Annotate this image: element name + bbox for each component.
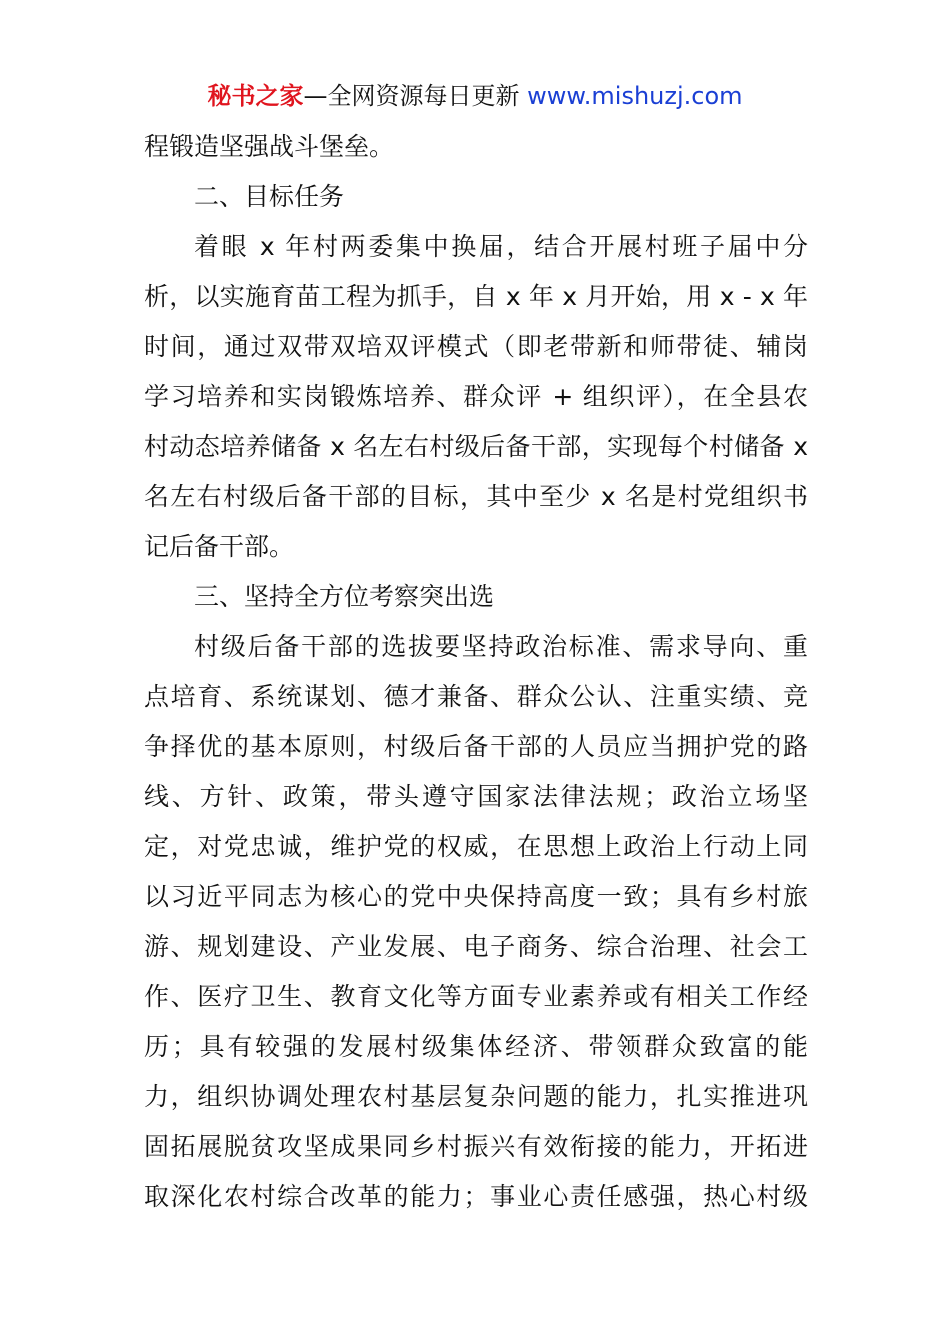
header-tagline: —全网资源每日更新: [303, 82, 520, 110]
site-header: [0, 80, 950, 112]
paragraph-line: 析，以实施育苗工程为抓手，自 x 年 x 月开始，用 x - x 年: [144, 282, 808, 311]
paragraph-line: 定，对党忠诚，维护党的权威，在思想上政治上行动上同: [144, 832, 808, 861]
paragraph-line: 程锻造坚强战斗堡垒。: [144, 132, 395, 161]
site-url-link[interactable]: www.mishuzj.com: [527, 82, 743, 110]
paragraph-line: 取深化农村综合改革的能力；事业心责任感强，热心村级: [144, 1182, 808, 1211]
paragraph-line: 以习近平同志为核心的党中央保持高度一致；具有乡村旅: [144, 882, 808, 911]
paragraph-line: 线、方针、政策，带头遵守国家法律法规；政治立场坚: [144, 782, 808, 811]
paragraph-line: 记后备干部。: [144, 532, 295, 561]
paragraph-line: 村级后备干部的选拔要坚持政治标准、需求导向、重: [194, 632, 808, 661]
section-heading-selection: 三、坚持全方位考察突出选: [194, 582, 495, 611]
paragraph-line: 作、医疗卫生、教育文化等方面专业素养或有相关工作经: [144, 982, 808, 1011]
paragraph-line: 村动态培养储备 x 名左右村级后备干部，实现每个村储备 x: [144, 432, 808, 461]
paragraph-line: 历；具有较强的发展村级集体经济、带领群众致富的能: [144, 1032, 808, 1061]
paragraph-line: 学习培养和实岗锻炼培养、群众评 + 组织评），在全县农: [144, 382, 808, 411]
paragraph-line: 固拓展脱贫攻坚成果同乡村振兴有效衔接的能力，开拓进: [144, 1132, 808, 1161]
paragraph-line: 时间，通过双带双培双评模式（即老带新和师带徒、辅岗: [144, 332, 808, 361]
document-body: [144, 122, 808, 1222]
paragraph-line: 点培育、系统谋划、德才兼备、群众公认、注重实绩、竞: [144, 682, 808, 711]
paragraph-line: 着眼 x 年村两委集中换届，结合开展村班子届中分: [194, 232, 808, 261]
paragraph-line: 游、规划建设、产业发展、电子商务、综合治理、社会工: [144, 932, 808, 961]
paragraph-line: 名左右村级后备干部的目标，其中至少 x 名是村党组织书: [144, 482, 808, 511]
section-heading-targets: 二、目标任务: [194, 182, 345, 211]
brand-name: 秘书之家: [207, 82, 304, 110]
paragraph-line: 争择优的基本原则，村级后备干部的人员应当拥护党的路: [144, 732, 808, 761]
paragraph-line: 力，组织协调处理农村基层复杂问题的能力，扎实推进巩: [144, 1082, 808, 1111]
